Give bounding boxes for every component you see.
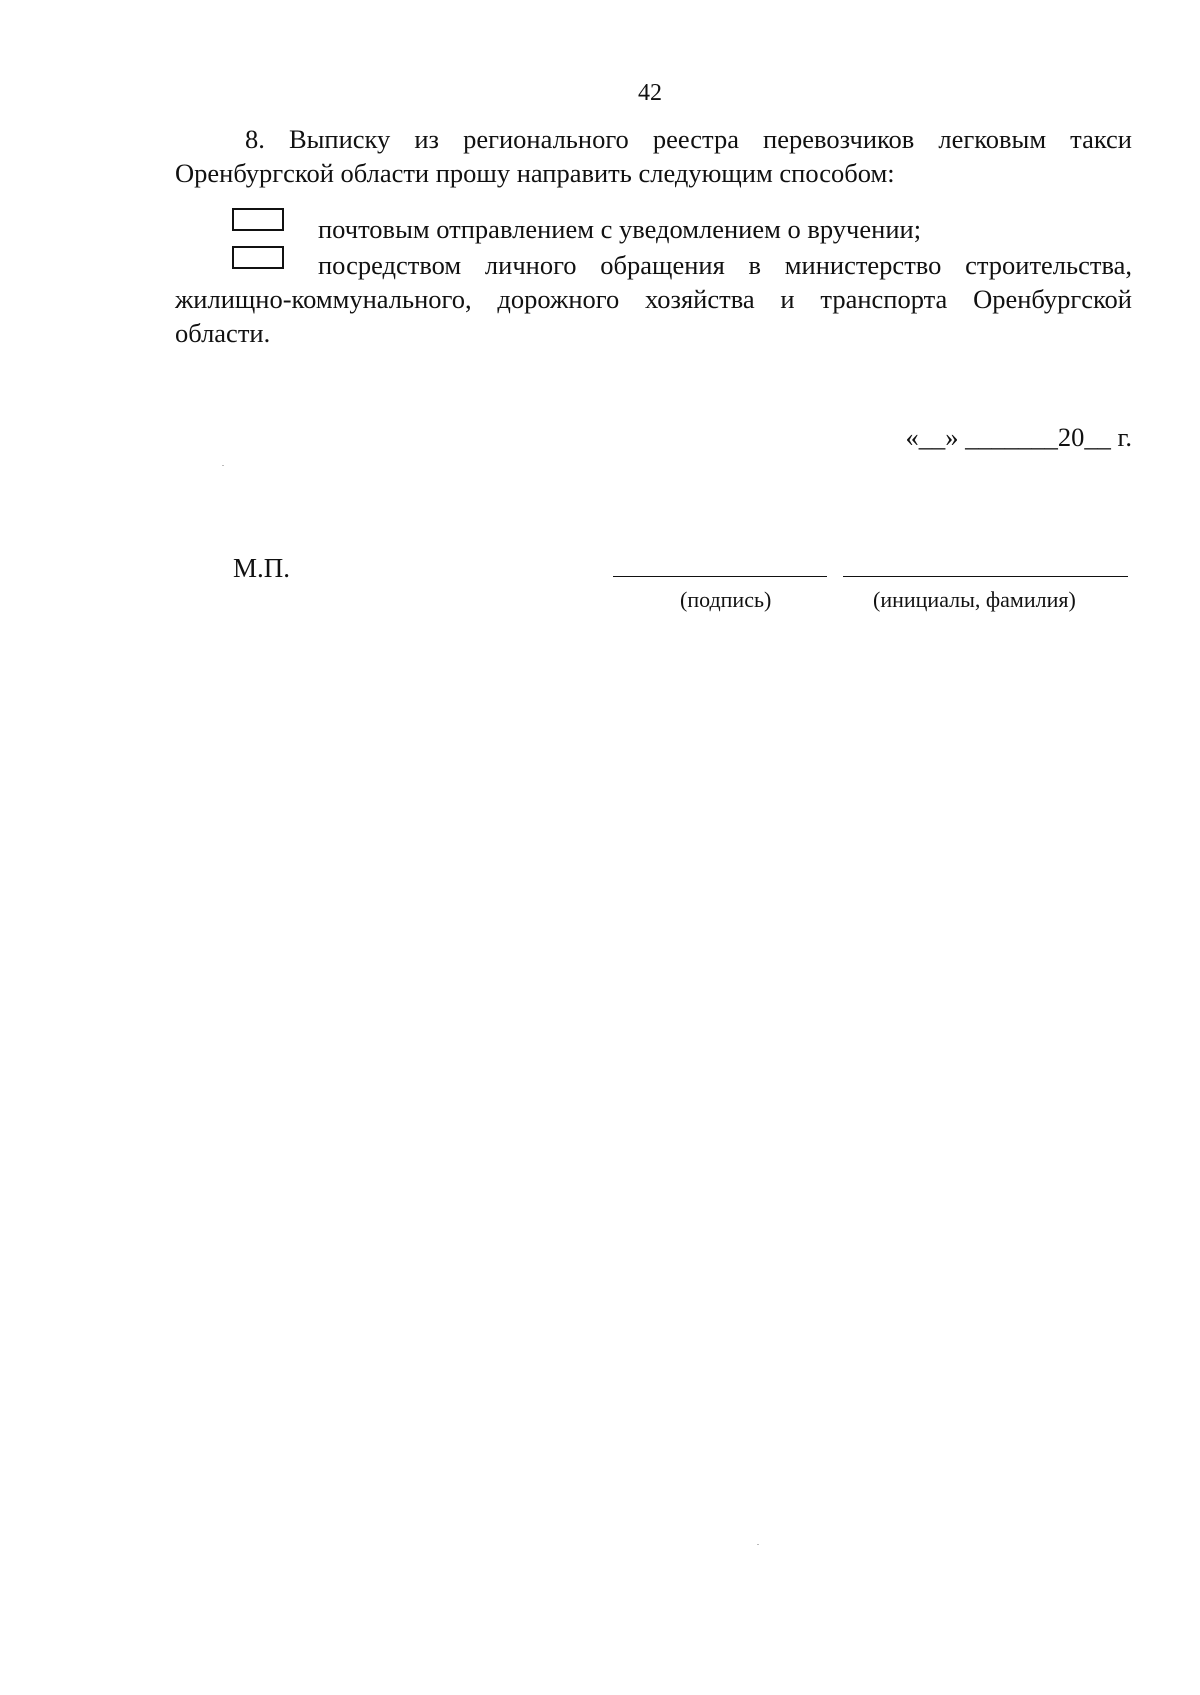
intro-text: 8. Выписку из регионального реестра перевозчиков легковым такси Оренбургской области прошу направить следующим способом: xyxy=(175,124,1132,188)
signature-caption: (подпись) xyxy=(680,587,772,612)
name-caption: (инициалы, фамилия) xyxy=(873,587,1076,612)
personal-visit-option-label: посредством личного обращения в министерство строительства, жилищно-коммунального, дорожного хозяйства и транспорта Оренбургской области. xyxy=(175,250,1132,348)
scan-speck xyxy=(757,1544,759,1545)
postal-delivery-checkbox[interactable] xyxy=(232,208,284,231)
name-line[interactable] xyxy=(843,576,1128,577)
postal-delivery-option-label: почтовым отправлением с уведомлением о вручении; xyxy=(318,214,922,244)
page-number: 42 xyxy=(638,80,662,106)
intro-paragraph xyxy=(175,122,1132,190)
scan-speck xyxy=(222,465,224,466)
date-field[interactable]: «__» _______20__ г. xyxy=(905,422,1132,452)
seal-place-label: М.П. xyxy=(233,553,291,583)
signature-line[interactable] xyxy=(613,576,827,577)
